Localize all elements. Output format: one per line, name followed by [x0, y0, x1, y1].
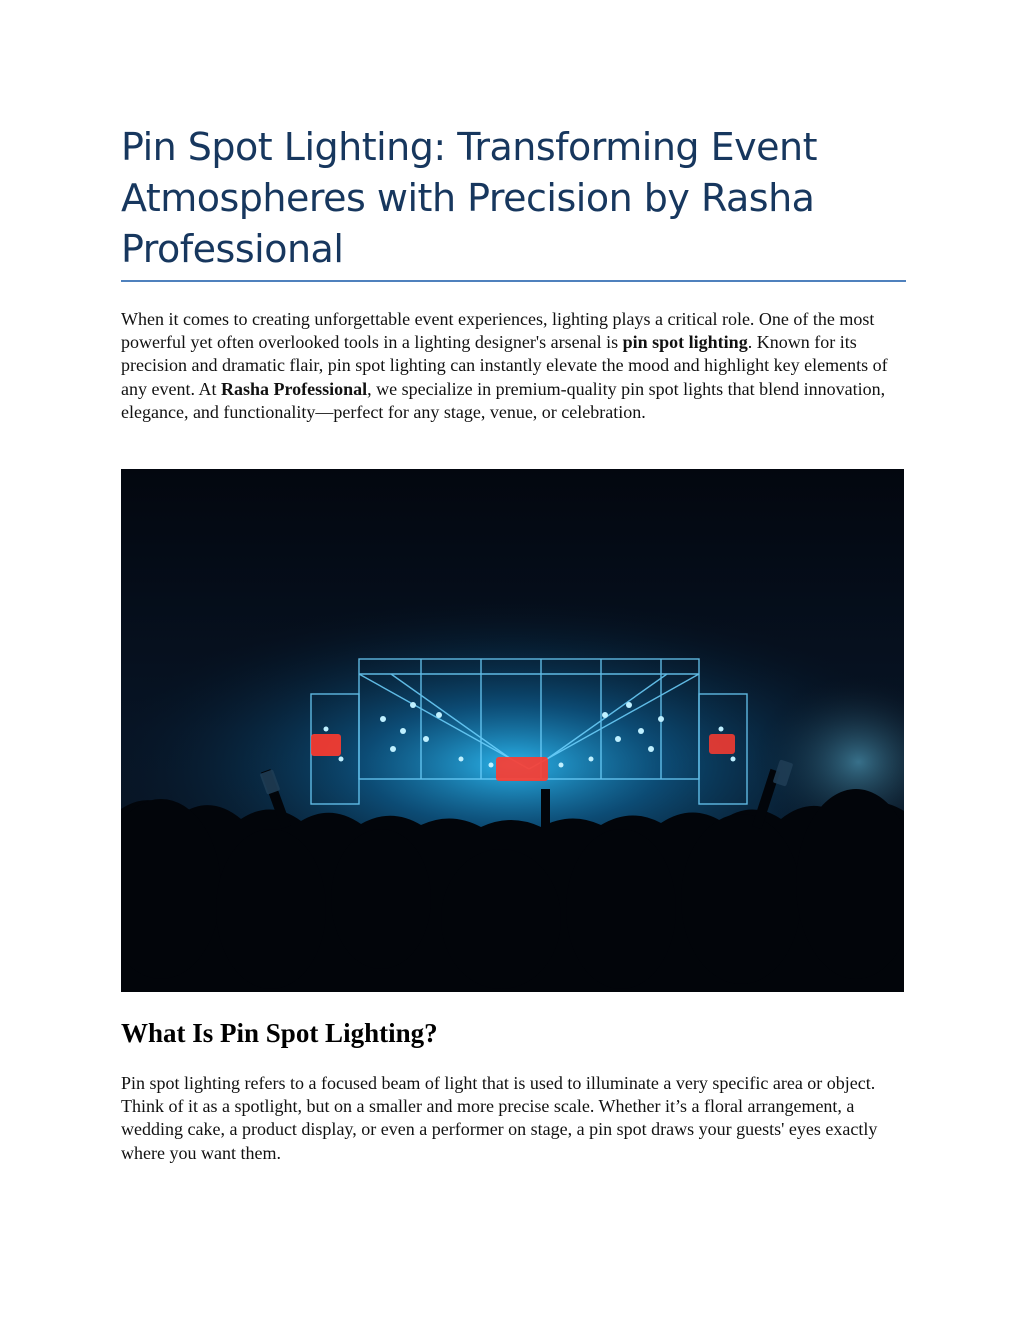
article-title: Pin Spot Lighting: Transforming Event Atmospheres with Precision by Rasha Professional [121, 125, 817, 271]
intro-text-3: , we specialize in premium-quality pin spot lights that blend innovation, elegance, and functionality—perfect for any stage, venue, or celebration. [121, 378, 886, 422]
section-heading-what-is-pin-spot-lighting: What Is Pin Spot Lighting? [121, 1018, 438, 1048]
intro-bold-rasha-professional: Rasha Professional [220, 378, 368, 399]
intro-text-2: . Known for its precision and dramatic flair, pin spot lighting can instantly elevate the mood and highlight key elements of any event. At [121, 332, 888, 399]
concert-stage-illustration [121, 469, 904, 992]
concert-stage-photo [121, 469, 904, 992]
title-underline-rule [121, 280, 906, 282]
intro-paragraph [121, 308, 911, 424]
section-paragraph: Pin spot lighting refers to a focused beam of light that is used to illuminate a very specific area or object. Think of it as a spotlight, but on a smaller and more precise scale. Whether it’s a floral arrangement, a wedding cake, a product display, or even a performer on stage, a pin spot draws your guests' eyes exactly where you want them. [121, 1073, 878, 1163]
intro-text-1: When it comes to creating unforgettable event experiences, lighting plays a critical role. One of the most powerful yet often overlooked tools in a lighting designer's arsenal is [121, 309, 875, 353]
intro-bold-pin-spot-lighting: pin spot lighting [622, 332, 748, 353]
